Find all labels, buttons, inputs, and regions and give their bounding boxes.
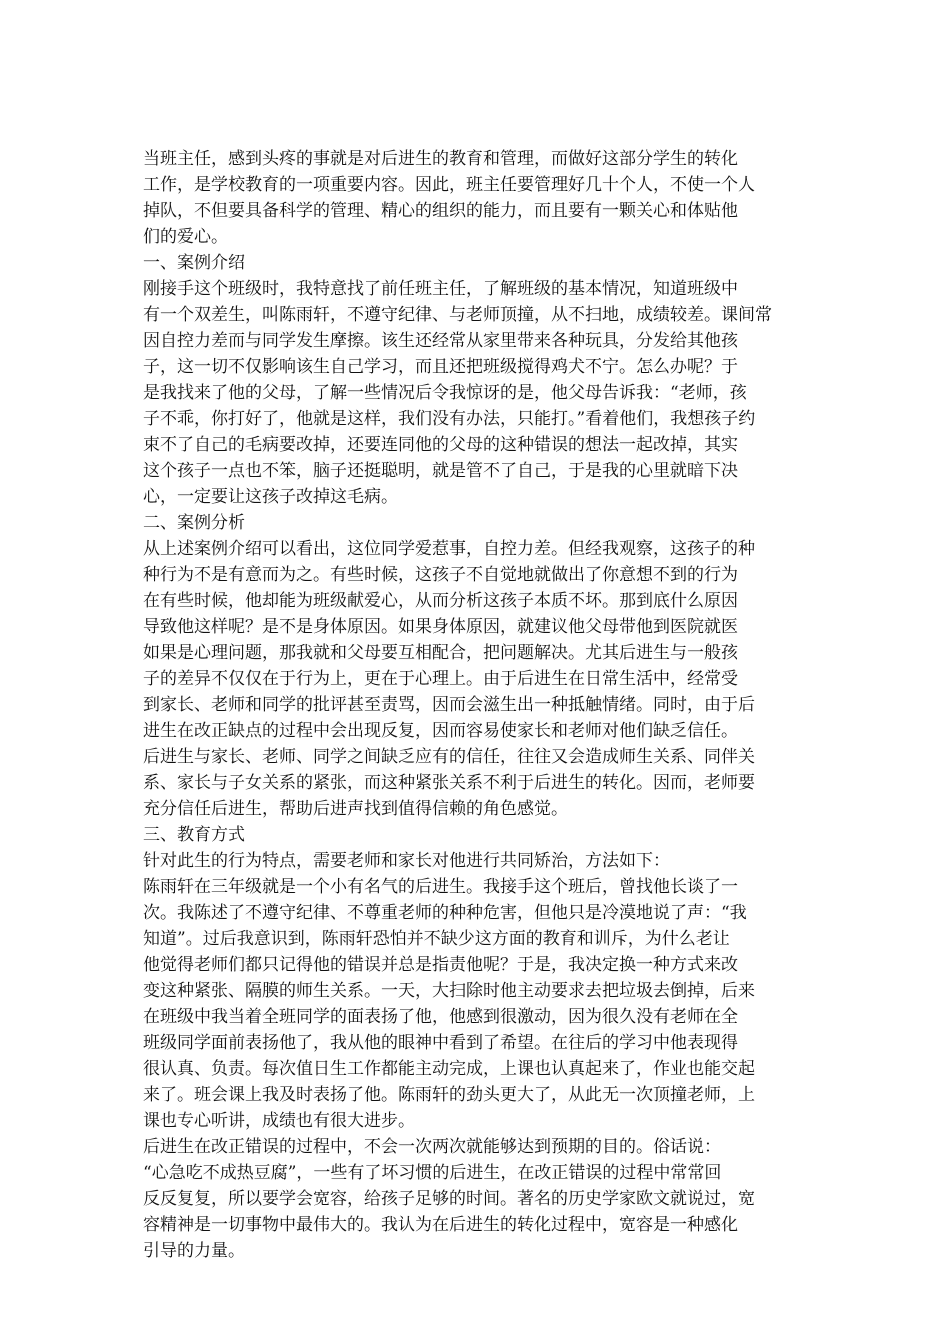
- text-line: 来了。班会课上我及时表扬了他。陈雨轩的劲头更大了，从此无一次顶撞老师，上: [143, 1085, 755, 1105]
- text-line: 种行为不是有意而为之。有些时候，这孩子不自觉地就做出了你意想不到的行为: [143, 565, 738, 585]
- intro-paragraph: [143, 146, 808, 250]
- text-line: 心，一定要让这孩子改掉这毛病。: [143, 487, 398, 507]
- text-line: 们的爱心。: [143, 227, 228, 247]
- document-body: [143, 146, 808, 1264]
- case-analysis-paragraph: [143, 536, 808, 822]
- text-line: 变这种紧张、隔膜的师生关系。一天，大扫除时他主动要求去把垃圾去倒掉，后来: [143, 981, 755, 1001]
- text-line: 进生在改正缺点的过程中会出现反复，因而容易使家长和老师对他们缺乏信任。: [143, 721, 738, 741]
- text-line: 知道”。过后我意识到，陈雨轩恐怕并不缺少这方面的教育和训斥，为什么老让: [143, 929, 730, 949]
- text-line: 子，这一切不仅影响该生自己学习，而且还把班级搅得鸡犬不宁。怎么办呢？于: [143, 357, 738, 377]
- text-line: 从上述案例介绍可以看出，这位同学爱惹事，自控力差。但经我观察，这孩子的种: [143, 539, 755, 559]
- text-line: 在班级中我当着全班同学的面表扬了他，他感到很激动，因为很久没有老师在全: [143, 1007, 738, 1027]
- text-line: 当班主任，感到头疼的事就是对后进生的教育和管理，而做好这部分学生的转化: [143, 149, 738, 169]
- text-line: 子的差异不仅仅在于行为上，更在于心理上。由于后进生在日常生活中，经常受: [143, 669, 738, 689]
- text-line: 充分信任后进生，帮助后进声找到值得信赖的角色感觉。: [143, 799, 568, 819]
- text-line: 在有些时候，他却能为班级献爱心，从而分析这孩子本质不坏。那到底什么原因: [143, 591, 738, 611]
- text-line: 是我找来了他的父母，了解一些情况后令我惊讶的是，他父母告诉我：“老师，孩: [143, 383, 747, 403]
- text-line: 他觉得老师们都只记得他的错误并总是指责他呢？于是，我决定换一种方式来改: [143, 955, 738, 975]
- text-line: 课也专心听讲，成绩也有很大进步。: [143, 1111, 415, 1131]
- section-heading-case-intro: 一、案例介绍: [143, 253, 245, 273]
- text-line: 反反复复，所以要学会宽容，给孩子足够的时间。著名的历史学家欧文就说过，宽: [143, 1189, 755, 1209]
- text-line: 班级同学面前表扬他了，我从他的眼神中看到了希望。在往后的学习中他表现得: [143, 1033, 738, 1053]
- text-line: 工作，是学校教育的一项重要内容。因此，班主任要管理好几十个人，不使一个人: [143, 175, 755, 195]
- case-intro-paragraph: [143, 276, 808, 510]
- text-line: 次。我陈述了不遵守纪律、不尊重老师的种种危害，但他只是冷漠地说了声：“我: [143, 903, 747, 923]
- text-line: 这个孩子一点也不笨，脑子还挺聪明，就是管不了自己，于是我的心里就暗下决: [143, 461, 738, 481]
- text-line: 刚接手这个班级时，我特意找了前任班主任，了解班级的基本情况，知道班级中: [143, 279, 738, 299]
- text-line: 引导的力量。: [143, 1241, 245, 1261]
- text-line: 因自控力差而与同学发生摩擦。该生还经常从家里带来各种玩具，分发给其他孩: [143, 331, 738, 351]
- section-heading-case-analysis: 二、案例分析: [143, 513, 245, 533]
- text-line: 束不了自己的毛病要改掉，还要连同他的父母的这种错误的想法一起改掉，其实: [143, 435, 738, 455]
- text-line: 子不乖，你打好了，他就是这样，我们没有办法，只能打。”看着他们，我想孩子约: [143, 409, 756, 429]
- text-line: 有一个双差生，叫陈雨轩，不遵守纪律、与老师顶撞，从不扫地，成绩较差。课间常: [143, 305, 772, 325]
- text-line: 后进生在改正错误的过程中，不会一次两次就能够达到预期的目的。俗话说：: [143, 1137, 721, 1157]
- text-line: “心急吃不成热豆腐”，一些有了坏习惯的后进生，在改正错误的过程中常常回: [143, 1163, 722, 1183]
- section-heading-education-method: 三、教育方式: [143, 825, 245, 845]
- text-line: 导致他这样呢？是不是身体原因。如果身体原因，就建议他父母带他到医院就医: [143, 617, 738, 637]
- education-method-paragraph: [143, 848, 808, 1264]
- text-line: 针对此生的行为特点，需要老师和家长对他进行共同矫治，方法如下：: [143, 851, 670, 871]
- text-line: 后进生与家长、老师、同学之间缺乏应有的信任，往往又会造成师生关系、同伴关: [143, 747, 755, 767]
- text-line: 系、家长与子女关系的紧张，而这种紧张关系不利于后进生的转化。因而，老师要: [143, 773, 755, 793]
- text-line: 容精神是一切事物中最伟大的。我认为在后进生的转化过程中，宽容是一种感化: [143, 1215, 738, 1235]
- text-line: 陈雨轩在三年级就是一个小有名气的后进生。我接手这个班后，曾找他长谈了一: [143, 877, 738, 897]
- text-line: 很认真、负责。每次值日生工作都能主动完成，上课也认真起来了，作业也能交起: [143, 1059, 755, 1079]
- text-line: 如果是心理问题，那我就和父母要互相配合，把问题解决。尤其后进生与一般孩: [143, 643, 738, 663]
- text-line: 掉队，不但要具备科学的管理、精心的组织的能力，而且要有一颗关心和体贴他: [143, 201, 738, 221]
- text-line: 到家长、老师和同学的批评甚至责骂，因而会滋生出一种抵触情绪。同时，由于后: [143, 695, 755, 715]
